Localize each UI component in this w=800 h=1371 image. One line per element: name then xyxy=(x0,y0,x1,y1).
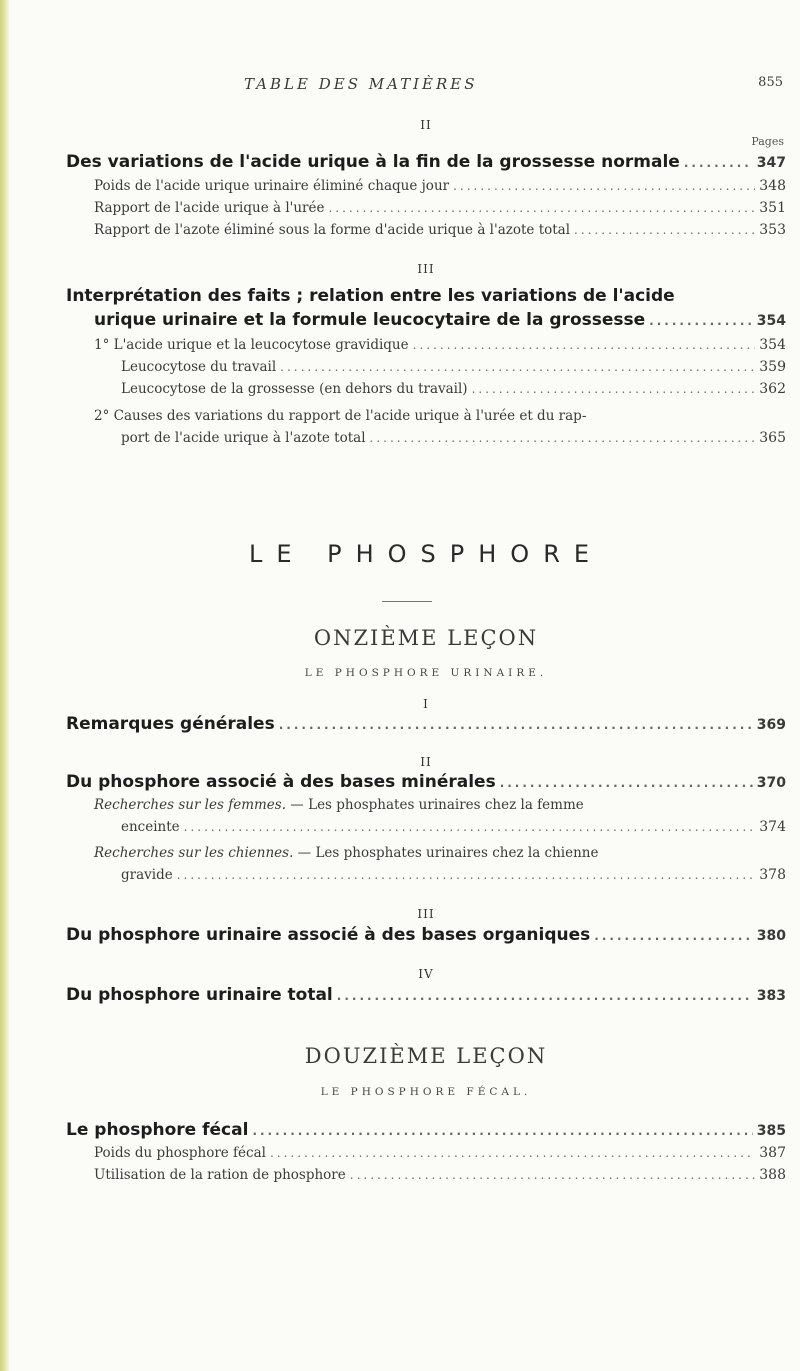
page-ref: 359 xyxy=(759,359,786,375)
part-title: LE PHOSPHORE xyxy=(248,540,604,568)
section-numeral: III xyxy=(417,907,435,921)
toc-heading[interactable]: Remarques générales ..... 369 xyxy=(66,714,786,736)
book-spine-edge xyxy=(0,0,9,1371)
toc-entry[interactable]: Rapport de l'azote éliminé sous la forme d'acide urique à l'azote total ..... 353 xyxy=(94,222,786,244)
page-ref: 385 xyxy=(756,1123,786,1139)
toc-entry-line[interactable]: Recherches sur les chiennes. — Les phosphates urinaires chez la chienne xyxy=(94,845,599,861)
toc-heading[interactable]: Des variations de l'acide urique à la fin de la grossesse normale ..... 347 xyxy=(66,152,786,174)
running-head xyxy=(66,75,786,99)
toc-entry[interactable]: port de l'acide urique à l'azote total ..... 365 xyxy=(121,430,786,452)
section-numeral: II xyxy=(420,755,432,769)
page-ref: 351 xyxy=(759,200,786,216)
toc-heading[interactable]: urique urinaire et la formule leucocytaire de la grossesse ..... 354 xyxy=(94,310,786,332)
toc-heading[interactable]: Du phosphore urinaire associé à des bases organiques ..... 380 xyxy=(66,925,786,947)
toc-heading[interactable]: Le phosphore fécal ..... 385 xyxy=(66,1120,786,1142)
page-ref: 353 xyxy=(759,222,786,238)
toc-entry[interactable]: Rapport de l'acide urique à l'urée ..... 351 xyxy=(94,200,786,222)
page-ref: 370 xyxy=(756,775,786,791)
page-ref: 354 xyxy=(759,337,786,353)
pages-column-label: Pages xyxy=(751,135,784,148)
page-number: 855 xyxy=(758,75,783,90)
lesson-subtitle: LE PHOSPHORE URINAIRE. xyxy=(304,667,548,679)
page-ref: 365 xyxy=(759,430,786,446)
page-ref: 388 xyxy=(759,1167,786,1183)
toc-entry-line[interactable]: Recherches sur les femmes. — Les phosphates urinaires chez la femme xyxy=(94,797,584,813)
section-numeral: II xyxy=(420,118,432,132)
page-ref: 383 xyxy=(756,988,786,1004)
toc-heading[interactable]: Du phosphore urinaire total ..... 383 xyxy=(66,985,786,1007)
toc-entry[interactable]: 1° L'acide urique et la leucocytose gravidique ..... 354 xyxy=(94,337,786,359)
toc-entry[interactable]: Leucocytose du travail ..... 359 xyxy=(121,359,786,381)
page-ref: 369 xyxy=(756,717,786,733)
page-ref: 348 xyxy=(759,178,786,194)
toc-page xyxy=(66,0,786,1371)
lesson-title: ONZIÈME LEÇON xyxy=(313,626,539,650)
page-ref: 354 xyxy=(756,313,786,329)
page-ref: 347 xyxy=(756,155,786,171)
page-ref: 380 xyxy=(756,928,786,944)
page-ref: 362 xyxy=(759,381,786,397)
running-title: TABLE DES MATIÈRES xyxy=(244,75,478,93)
toc-entry[interactable]: Poids du phosphore fécal ..... 387 xyxy=(94,1145,786,1167)
divider xyxy=(382,601,432,602)
lesson-subtitle: LE PHOSPHORE FÉCAL. xyxy=(320,1086,532,1098)
page-ref: 378 xyxy=(759,867,786,883)
lesson-title: DOUZIÈME LEÇON xyxy=(304,1044,548,1068)
section-numeral: IV xyxy=(418,967,434,981)
toc-entry[interactable]: Leucocytose de la grossesse (en dehors du travail) ..... 362 xyxy=(121,381,786,403)
page-ref: 374 xyxy=(759,819,786,835)
toc-entry-line[interactable]: 2° Causes des variations du rapport de l'acide urique à l'urée et du rap- xyxy=(94,408,587,424)
section-numeral: I xyxy=(423,697,429,711)
toc-entry[interactable]: Utilisation de la ration de phosphore ..... 388 xyxy=(94,1167,786,1189)
toc-entry[interactable]: Poids de l'acide urique urinaire éliminé chaque jour ..... 348 xyxy=(94,178,786,200)
toc-heading[interactable]: Du phosphore associé à des bases minérales ..... 370 xyxy=(66,772,786,794)
toc-heading-line[interactable]: Interprétation des faits ; relation entre les variations de l'acide xyxy=(66,286,675,306)
toc-entry[interactable]: gravide ..... 378 xyxy=(121,867,786,889)
page-ref: 387 xyxy=(759,1145,786,1161)
section-numeral: III xyxy=(417,262,435,276)
toc-entry[interactable]: enceinte ..... 374 xyxy=(121,819,786,841)
